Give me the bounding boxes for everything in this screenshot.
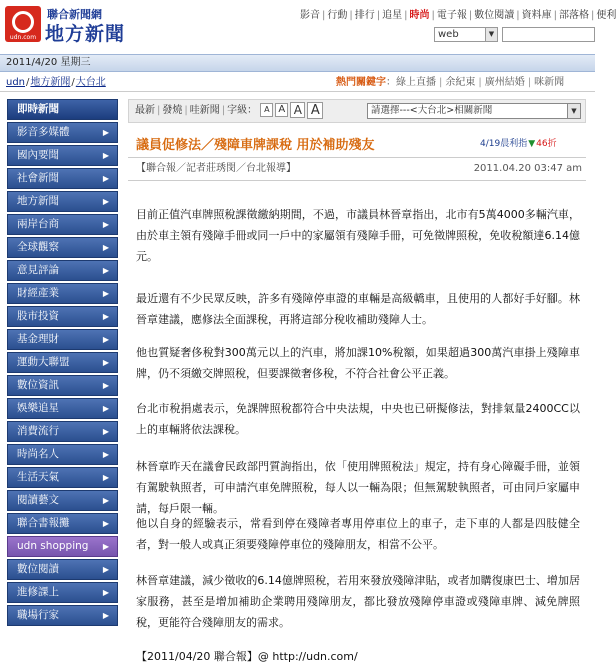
chevron-right-icon: ▶ xyxy=(102,588,109,597)
font-size-label: 字級： xyxy=(227,105,258,116)
sidebar-item-label: 運動大聯盟 xyxy=(17,356,70,368)
chevron-right-icon: ▶ xyxy=(102,289,109,298)
sidebar-item[interactable] xyxy=(7,490,118,511)
top-nav-link[interactable]: 時尚 xyxy=(409,10,430,21)
chevron-right-icon: ▶ xyxy=(102,151,109,160)
category-sidebar xyxy=(7,99,118,628)
hot-keywords: 熱門關鍵字：綠上直播 | 余紀東 | 廣州結婚 | 咪新聞 xyxy=(336,77,565,88)
toolbar-link-hot[interactable]: 發燒 xyxy=(162,105,183,116)
sidebar-item-label: 影音多媒體 xyxy=(17,126,70,138)
font-size-large-button[interactable]: A xyxy=(290,102,305,118)
top-nav-link[interactable]: 部落格 xyxy=(559,10,589,21)
chevron-right-icon: ▶ xyxy=(102,335,109,344)
sidebar-item-label: 數位閱讀 xyxy=(17,563,59,575)
sidebar-item[interactable] xyxy=(7,398,118,419)
breadcrumb-bar xyxy=(0,74,595,92)
chevron-right-icon: ▶ xyxy=(102,496,109,505)
sidebar-item-label: 國內要聞 xyxy=(17,149,59,161)
font-size-medium-button[interactable]: A xyxy=(275,103,288,117)
sidebar-item-label: 時尚名人 xyxy=(17,448,59,460)
sidebar-item-label: 兩岸台商 xyxy=(17,218,59,230)
chevron-down-icon: ▼ xyxy=(485,28,497,41)
top-nav-link[interactable]: 追星 xyxy=(382,10,403,21)
chevron-right-icon: ▶ xyxy=(102,565,109,574)
sidebar-item-label: 地方新聞 xyxy=(17,195,59,207)
sidebar-item[interactable] xyxy=(7,306,118,327)
nav-separator: | xyxy=(322,10,326,21)
chevron-right-icon: ▶ xyxy=(102,358,109,367)
article-source: 【聯合報／記者莊琇閔／台北報導】 xyxy=(136,163,296,174)
chevron-right-icon: ▶ xyxy=(102,312,109,321)
sidebar-item[interactable] xyxy=(7,329,118,350)
sidebar-item[interactable] xyxy=(7,605,118,626)
sidebar-item-label: 生活天氣 xyxy=(17,471,59,483)
top-nav-link[interactable]: 影音 xyxy=(300,10,320,21)
sidebar-item-label: 聯合書報攤 xyxy=(17,517,70,529)
breadcrumb-separator: / xyxy=(71,77,75,88)
toolbar-link-latest[interactable]: 最新 xyxy=(135,105,155,116)
chevron-right-icon: ▶ xyxy=(102,197,109,206)
hot-keyword-link[interactable]: 咪新聞 xyxy=(534,77,565,88)
sidebar-item-label: 社會新聞 xyxy=(17,172,59,184)
breadcrumb xyxy=(6,74,106,92)
sidebar-item[interactable] xyxy=(7,375,118,396)
chevron-right-icon: ▶ xyxy=(102,404,109,413)
top-nav-link[interactable]: 電子報 xyxy=(436,10,467,21)
top-navigation xyxy=(300,6,616,21)
nav-separator: | xyxy=(516,10,520,21)
sidebar-item-label: 即時新聞 xyxy=(17,103,59,115)
article-paragraph: 林晉章昨天在議會民政部門質詢指出，依「使用牌照稅法」規定，持有身心障礙手冊，並領有駕駛執照者，可申請汽車免牌照稅，每人以一輛為限；但無駕駛執照者，可由同戶家屬申請，每戶限一輛。 xyxy=(136,460,580,515)
date-bar xyxy=(0,54,595,72)
sidebar-item[interactable] xyxy=(7,582,118,603)
sidebar-item-label: 股市投資 xyxy=(17,310,59,322)
chevron-right-icon: ▶ xyxy=(102,174,109,183)
top-nav-link[interactable]: 數位閱讀 xyxy=(474,10,515,21)
hot-keyword-link[interactable]: 廣州結婚 xyxy=(484,77,525,88)
article-timestamp: 2011.04.20 03:47 am xyxy=(473,163,582,174)
stock-index-ticker[interactable]: 4/19晨利指▼46折 xyxy=(480,139,557,149)
article-toolbar: 最新 | 發燒 | 哇新聞 | 字級： A A A A 請選擇---<大台北>相關新聞 ▼ xyxy=(128,99,586,123)
article-headline: 議員促修法／殘障車牌課稅 用於補助殘友 xyxy=(136,138,375,153)
sidebar-item-label: 職場行家 xyxy=(17,609,59,621)
article-paragraph: 林晉章建議，減少徵收的6.14億牌照稅，若用來發放殘障津貼，或者加購復康巴士、增加居家服務，甚至是增加補助企業聘用殘障朋友，都比發放殘障停車證或殘障車牌、減免牌照稅，更能符合殘障朋友的需求。 xyxy=(136,574,580,629)
chevron-right-icon: ▶ xyxy=(102,381,109,390)
sidebar-item[interactable] xyxy=(7,145,118,166)
sidebar-item-label: 閱讀藝文 xyxy=(17,494,59,506)
chevron-right-icon: ▶ xyxy=(102,128,109,137)
article-paragraph: 他以自身的經驗表示，常看到停在殘障者專用停車位上的車子，走下車的人都是四肢健全者，對一般人或真正須要殘障停車位的殘障朋友，相當不公平。 xyxy=(136,517,580,551)
sidebar-item[interactable] xyxy=(7,559,118,580)
nav-separator: | xyxy=(349,10,353,21)
nav-separator: | xyxy=(404,10,408,21)
sidebar-item-label: 基金理財 xyxy=(17,333,59,345)
chevron-right-icon: ▶ xyxy=(102,427,109,436)
search-input[interactable] xyxy=(502,27,595,42)
sidebar-item[interactable] xyxy=(7,214,118,235)
nav-separator: | xyxy=(376,10,381,21)
chevron-down-icon: ▼ xyxy=(567,104,580,118)
hot-keyword-link[interactable]: 余紀東 xyxy=(445,77,476,88)
breadcrumb-link[interactable]: 地方新聞 xyxy=(30,77,71,88)
chevron-right-icon: ▶ xyxy=(102,542,109,551)
breadcrumb-link[interactable]: udn xyxy=(6,77,26,88)
sidebar-item-label: 數位資訊 xyxy=(17,379,59,391)
font-size-small-button[interactable]: A xyxy=(260,103,273,117)
chevron-right-icon: ▶ xyxy=(102,519,109,528)
chevron-right-icon: ▶ xyxy=(102,220,109,229)
related-news-select[interactable]: 請選擇---<大台北>相關新聞 ▼ xyxy=(367,103,581,119)
chevron-right-icon: ▶ xyxy=(102,243,109,252)
sidebar-item-label: 娛樂追星 xyxy=(17,402,59,414)
toolbar-link-wow[interactable]: 哇新聞 xyxy=(189,105,220,116)
sidebar-item-label: udn shopping xyxy=(17,540,89,552)
chevron-right-icon: ▶ xyxy=(102,450,109,459)
sidebar-item[interactable] xyxy=(7,444,118,465)
sidebar-item[interactable] xyxy=(7,513,118,534)
current-date: 2011/4/20 星期三 xyxy=(6,57,91,68)
sidebar-item[interactable] xyxy=(7,536,118,557)
logo-brand-text: 聯合新聞網 xyxy=(47,8,102,21)
sidebar-item-label: 財經產業 xyxy=(17,287,59,299)
site-header xyxy=(0,0,616,52)
breadcrumb-link[interactable]: 大台北 xyxy=(75,77,106,88)
sidebar-item[interactable] xyxy=(7,99,118,120)
chevron-right-icon: ▶ xyxy=(102,611,109,620)
sidebar-item[interactable] xyxy=(7,467,118,488)
sidebar-item-label: 進修課上 xyxy=(17,586,59,598)
nav-separator: | xyxy=(431,10,435,21)
sidebar-item[interactable] xyxy=(7,283,118,304)
article-byline xyxy=(128,157,586,181)
hot-keyword-link[interactable]: 綠上直播 xyxy=(396,77,436,88)
chevron-right-icon: ▶ xyxy=(102,473,109,482)
sidebar-item[interactable] xyxy=(7,237,118,258)
article-paragraph: 目前正值汽車牌照稅課徵繳納期間，不過，市議員林晉章指出，北市有5萬4000多輛汽車，由於車主領有殘障手冊或同一戶中的家屬領有殘障手冊，可免徵牌照稅，免收稅額達6.14億元。 xyxy=(136,208,580,263)
nav-separator: | xyxy=(553,10,557,21)
sidebar-item[interactable] xyxy=(7,122,118,143)
logo-section-title: 地方新聞 xyxy=(45,23,126,45)
nav-separator: | xyxy=(591,10,595,21)
sidebar-item[interactable] xyxy=(7,421,118,442)
article-paragraph: 他也質疑奢侈稅對300萬元以上的汽車，將加課10%稅額，如果超過300萬汽車掛上殘障車牌，仍不須繳交牌照稅，但要課徵奢侈稅，不符合社會公平正義。 xyxy=(136,346,580,380)
article-credit: 【2011/04/20 聯合報】@ http://udn.com/ xyxy=(136,650,358,663)
top-nav-link[interactable]: 便利 xyxy=(596,10,616,21)
top-nav-link[interactable]: 排行 xyxy=(354,10,375,21)
sidebar-item[interactable] xyxy=(7,168,118,189)
udn-logo-icon: udn.com xyxy=(5,6,41,42)
sidebar-item-label: 消費流行 xyxy=(17,425,59,437)
top-nav-link[interactable]: 資料庫 xyxy=(521,10,552,21)
site-logo[interactable] xyxy=(5,4,130,46)
sidebar-item[interactable] xyxy=(7,352,118,373)
top-nav-link[interactable]: 行動 xyxy=(327,10,348,21)
sidebar-item[interactable] xyxy=(7,191,118,212)
nav-separator: | xyxy=(468,10,473,21)
arrow-down-icon: ▼ xyxy=(528,139,536,149)
hot-keywords-label: 熱門關鍵字 xyxy=(336,77,386,88)
font-size-xlarge-button[interactable]: A xyxy=(307,102,323,119)
search-scope-select[interactable]: web ▼ xyxy=(434,27,498,42)
sidebar-item-label: 意見評論 xyxy=(17,264,59,276)
sidebar-item[interactable] xyxy=(7,260,118,281)
sidebar-item-label: 全球觀察 xyxy=(17,241,59,253)
chevron-right-icon: ▶ xyxy=(102,266,109,275)
breadcrumb-separator: / xyxy=(26,77,30,88)
article-paragraph: 台北市稅捐處表示，免課牌照稅都符合中央法規，中央也已研擬修法，對排氣量2400CC以上的車輛將依法課稅。 xyxy=(136,402,580,436)
article-paragraph: 最近還有不少民眾反映，許多有殘障停車證的車輛是高級轎車，且使用的人都好手好腳。林晉章建議，應修法全面課稅，再將這部分稅收補助殘障人士。 xyxy=(136,292,580,326)
